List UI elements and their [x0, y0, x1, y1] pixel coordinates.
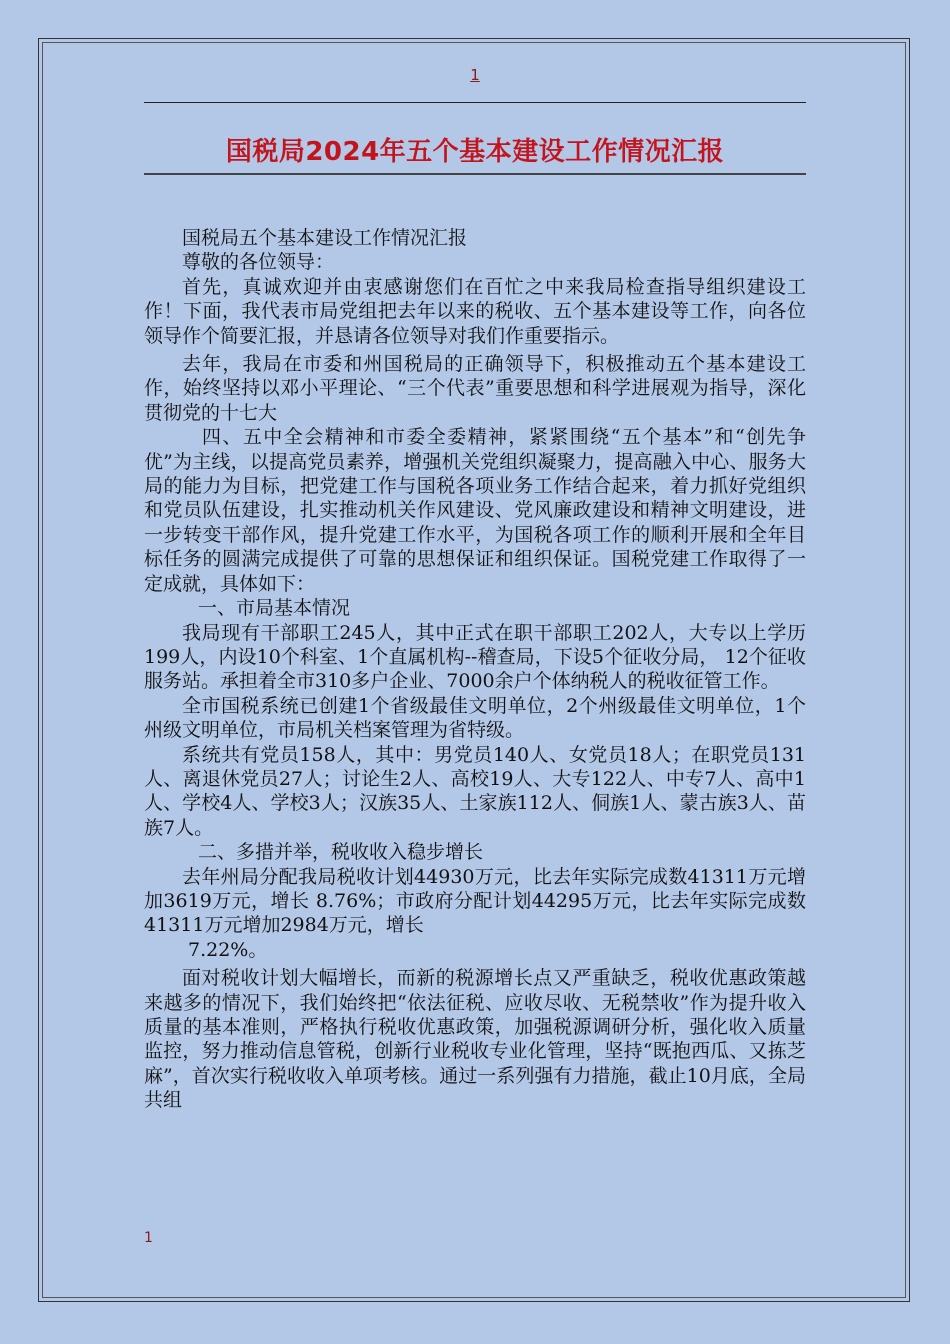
- section-heading: 二、多措并举，税收收入稳步增长: [198, 841, 484, 864]
- paragraph: 7.22%。: [188, 938, 268, 961]
- paragraph: 首先，真诚欢迎并由衷感谢您们在百忙之中来我局检查指导组织建设工作！下面，我代表市局党组把去年以来的税收、五个基本建设等工作，向各位领导作个简要汇报，并恳请各位领导对我们作重要指示。: [144, 275, 806, 347]
- section-heading: 一、市局基本情况: [198, 597, 351, 620]
- paragraph-salutation: 尊敬的各位领导：: [182, 251, 335, 274]
- footer-page-number: 1: [144, 1230, 153, 1246]
- document-body: [144, 226, 806, 1113]
- paragraph: 四、五中全会精神和市委全委精神，紧紧围绕“五个基本”和“创先争优”为主线，以提高党员素养，增强机关党组织凝聚力，提高融入中心、服务大局的能力为目标，把党建工作与国税各项业务工作结合起来，着力抓好党组织和党员队伍建设，扎实推动机关作风建设、党风廉政建设和精神文明建设，进一步转变干部作风，提升党建工作水平，为国税各项工作的顺利开展和全年目标任务的圆满完成提供了可靠的思想保证和组织保证。国税党建工作取得了一定成就，具体如下：: [144, 426, 806, 595]
- paragraph: 全市国税系统已创建1个省级最佳文明单位，2个州级最佳文明单位，1个州级文明单位，市局机关档案管理为省特级。: [144, 694, 806, 742]
- paragraph: 面对税收计划大幅增长，而新的税源增长点又严重缺乏，税收优惠政策越来越多的情况下，我们始终把“依法征税、应收尽收、无税禁收”作为提升收入质量的基本准则，严格执行税收优惠政策，加强税源调研分析，强化收入质量监控，努力推动信息管税，创新行业税收专业化管理，坚持“既抱西瓜、又拣芝麻”，首次实行税收收入单项考核。通过一系列强有力措施，截止10月底，全局共组: [144, 967, 806, 1112]
- header-page-number: 1: [470, 66, 480, 84]
- paragraph-subtitle: 国税局五个基本建设工作情况汇报: [182, 227, 468, 249]
- paragraph: 去年，我局在市委和州国税局的正确领导下，积极推动五个基本建设工作，始终坚持以邓小平理论、“三个代表”重要思想和科学进展观为指导，深化贯彻党的十七大: [144, 353, 806, 424]
- title-rule: [144, 173, 806, 175]
- paragraph: 去年州局分配我局税收计划44930万元，比去年实际完成数41311万元增加3619万元，增长 8.76%；市政府分配计划44295万元，比去年实际完成数41311万元增加2984万元，增长: [144, 865, 806, 937]
- paragraph: 系统共有党员158人，其中：男党员140人、女党员18人；在职党员131人、离退休党员27人；讨论生2人、高校19人、大专122人、中专7人、高中1人、学校4人、学校3人；汉族35人、土家族112人、侗族1人、蒙古族3人、苗族7人。: [144, 743, 806, 839]
- paragraph: 我局现有干部职工245人，其中正式在职干部职工202人，大专以上学历199人，内设10个科室、1个直属机构--稽查局，下设5个征收分局， 12个征收服务站。承担着全市310多户企业、7000余户个体纳税人的税收征管工作。: [144, 621, 806, 693]
- document-title: 国税局2024年五个基本建设工作情况汇报: [225, 137, 725, 167]
- header-rule: [144, 102, 806, 103]
